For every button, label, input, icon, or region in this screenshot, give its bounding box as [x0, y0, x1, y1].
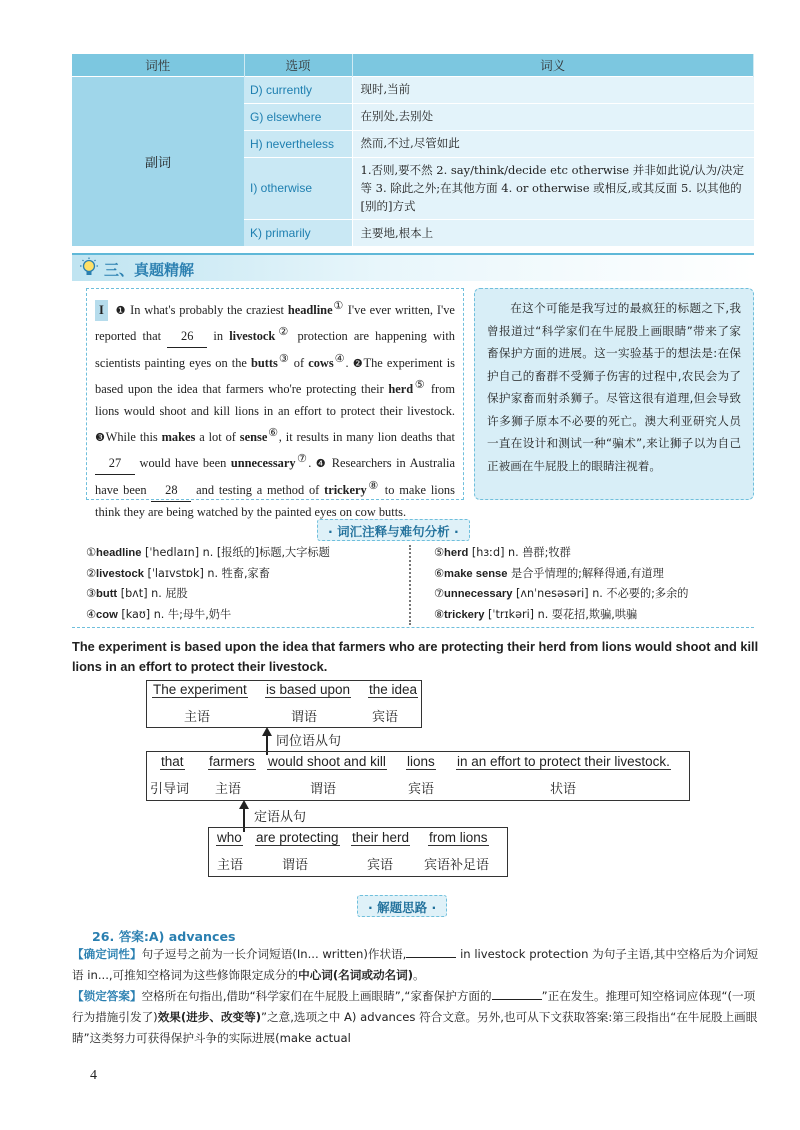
vocab-note: ⑤herd [hɜːd] n. 兽群;牧群 [434, 546, 571, 559]
table-meaning: 现时,当前 [352, 76, 754, 103]
vocab-note: ⑦unnecessary [ʌnˈnesəsəri] n. 不必要的;多余的 [434, 587, 689, 600]
diagram-role: 谓语 [282, 858, 309, 873]
diagram-word: from lions [429, 830, 488, 845]
diagram-word: who [217, 830, 242, 845]
diagram-role: 谓语 [291, 710, 318, 725]
diagram-word: farmers [209, 754, 255, 769]
table-option: H) nevertheless [244, 130, 352, 157]
diagram-role: 主语 [215, 782, 242, 797]
table-option: K) primarily [244, 219, 352, 246]
vocab-table [72, 54, 754, 246]
translation-box: 在这个可能是我写过的最疯狂的标题之下,我曾报道过“科学家们在牛屁股上画眼睛”带来了家畜保护方面的进展。这一实验基于的想法是:在保护自己的畜群不受狮子伤害的过程中,农民会为了保护家畜而射杀狮子。尽管这很有道理,但会导致许多狮子原本不必要的死亡。澳大利亚研究人员一直在设计和测试一种“骗术”,来让狮子以为自己正被画在牛屁股上的眼睛注视着。 [474, 288, 754, 500]
diagram-role: 主语 [217, 858, 244, 873]
table-meaning: 在别处,去别处 [352, 103, 754, 130]
lightbulb-icon [78, 257, 100, 279]
diagram-word: The experiment [153, 682, 247, 697]
diagram-word: is based upon [266, 682, 351, 697]
table-meaning: 主要地,根本上 [352, 219, 754, 246]
blank-26[interactable]: 26 [167, 326, 207, 348]
blank-28[interactable]: 28 [151, 480, 191, 502]
vocab-note: ③butt [bʌt] n. 屁股 [86, 587, 188, 600]
vocab-note: ⑥make sense 是合乎情理的;解释得通,有道理 [434, 566, 664, 580]
vocab-note: ④cow [kaʊ] n. 牛;母牛,奶牛 [86, 607, 232, 621]
appositive-clause-label: 同位语从句 [276, 734, 342, 749]
attributive-clause-label: 定语从句 [254, 810, 307, 825]
diagram-word: in an effort to protect their livestock. [457, 754, 670, 769]
table-header-pos: 词性 [72, 54, 244, 76]
vocab-section-label: · 词汇注释与难句分析 · [317, 519, 470, 541]
diagram-role: 宾语 [408, 782, 435, 797]
vocab-notes-right [434, 543, 759, 625]
diagram-role: 状语 [550, 782, 577, 797]
table-meaning: 1.否则,要不然 2. say/think/decide etc otherwise 并非如此说/认为/决定等 3. 除此之外;在其他方面 4. or otherwise 或相反,或其反面 5. 以其他的[别的]方式 [352, 157, 754, 219]
table-option: I) otherwise [244, 157, 352, 219]
arrow-up-icon [262, 727, 272, 736]
spiral-divider [409, 545, 423, 625]
vocab-notes-left [86, 543, 406, 625]
diagram-role: 宾语补足语 [424, 858, 490, 873]
vocab-note: ①headline [ˈhedlaɪn] n. [报纸的]标题,大字标题 [86, 546, 330, 559]
table-meaning: 然而,不过,尽管如此 [352, 130, 754, 157]
vocab-note: ②livestock [ˈlaɪvstɒk] n. 牲畜,家畜 [86, 566, 270, 580]
table-header-option: 选项 [244, 54, 352, 76]
answer-paragraph-2: 【锁定答案】空格所在句指出,借助“科学家们在牛屁股上画眼睛”,“家畜保护方面的 ”正在发生。推理可知空格词应体现“(一项行为措施引发了)效果(进步、改变等)”之意,选项之中 A) advances 符合文意。另外,也可从下文获取答案:第三段指出“在牛屁股上画眼睛”这类努力可获得保护斗争的实际进展(make actual [72, 989, 758, 1045]
diagram-role: 主语 [184, 710, 211, 725]
arrow-up-icon [239, 800, 249, 809]
analysis-sentence: The experiment is based upon the idea that farmers who are protecting their herd from lions would shoot and kill lions in an effort to protect their livestock. [72, 639, 759, 674]
diagram-word: would shoot and kill [268, 754, 386, 769]
solution-section-label: · 解题思路 · [357, 895, 447, 917]
diagram-word: that [161, 754, 184, 769]
diagram-word: the idea [369, 682, 418, 697]
vocab-note: ⑧trickery [ˈtrɪkəri] n. 耍花招,欺骗,哄骗 [434, 607, 638, 621]
page-number: 4 [90, 1068, 97, 1083]
diagram-word: lions [407, 754, 435, 769]
diagram-role: 引导词 [150, 782, 190, 797]
passage-box: I ❶ In what's probably the craziest headline① I've ever written, I've reported that 26 in livestock② protection are happening with scientists painting eyes on the butts③ of cows④. ❷The experiment is based upon the idea that farmers who're protecting their herd⑤ from lions would shoot and kill lions in an effort to protect their livestock. ❸While this makes a lot of sense⑥, it results in many lion deaths that 27 would have been unnecessary⑦. ❹ Researchers in Australia have been 28 and testing a method of trickery⑧ to make lions think they are being watched by the painted eyes on cow butts. [86, 288, 464, 500]
table-pos-cell: 副词 [72, 76, 244, 246]
answer-paragraph-1: 【确定词性】句子逗号之前为一长介词短语(In... written)作状语, in livestock protection 为句子主语,其中空格后为介词短语 in...,可推知空格词为这些修饰限定成分的中心词(名词或动名词)。 [72, 947, 759, 982]
diagram-role: 宾语 [367, 858, 394, 873]
table-header-meaning: 词义 [352, 54, 754, 76]
passage-label: I [95, 300, 108, 321]
diagram-role: 谓语 [310, 782, 337, 797]
diagram-word: are protecting [256, 830, 339, 845]
table-option: G) elsewhere [244, 103, 352, 130]
table-option: D) currently [244, 76, 352, 103]
answer-heading: 26. 答案:A) advances [92, 929, 236, 944]
section-heading [72, 253, 754, 281]
diagram-role: 宾语 [372, 710, 399, 725]
section-title: 三、真题精解 [104, 261, 195, 279]
divider [72, 627, 754, 628]
blank-27[interactable]: 27 [95, 453, 135, 475]
diagram-word: their herd [352, 830, 410, 845]
